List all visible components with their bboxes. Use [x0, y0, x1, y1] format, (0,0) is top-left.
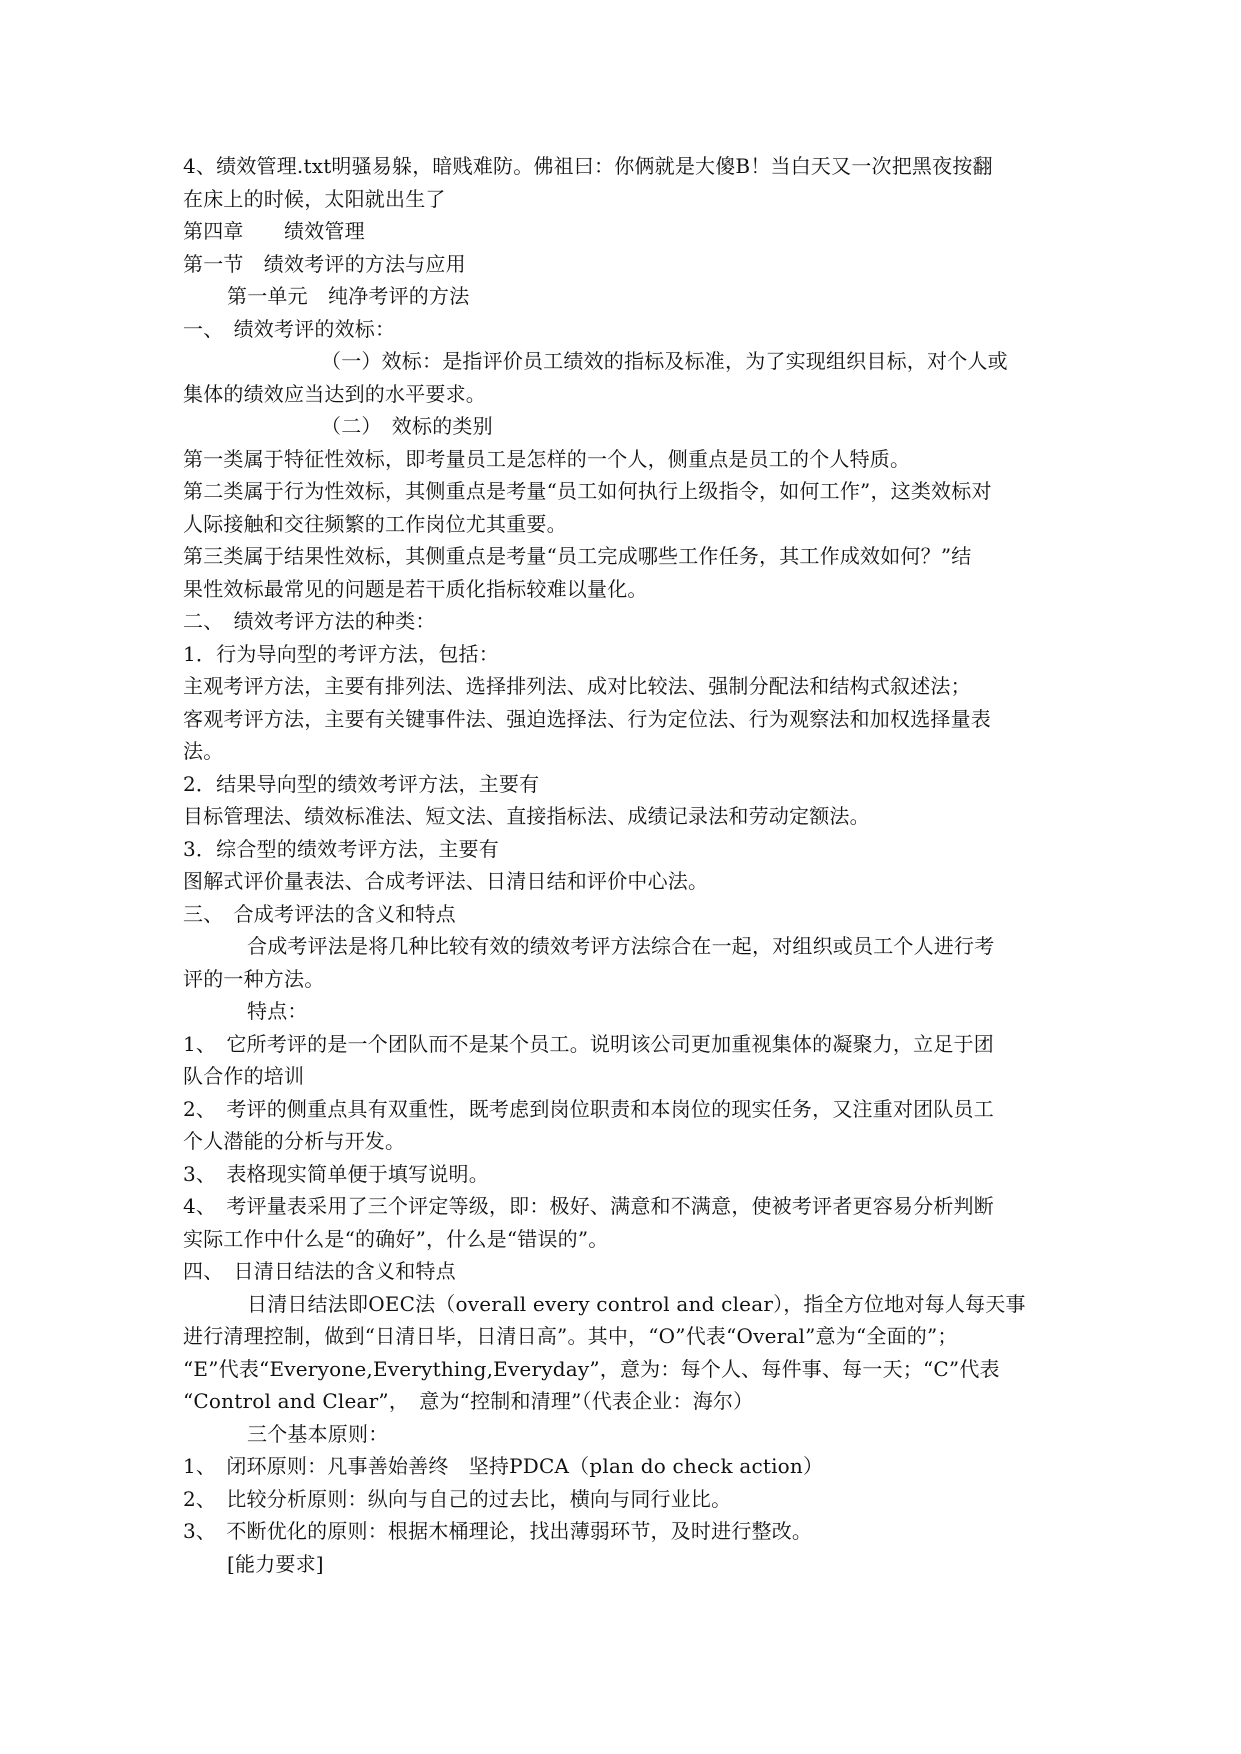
chapter-heading: 第四章 绩效管理	[183, 219, 365, 243]
text-line: 主观考评方法，主要有排列法、选择排列法、成对比较法、强制分配法和结构式叙述法；	[183, 674, 971, 698]
text-line: 3．综合型的绩效考评方法，主要有	[183, 836, 499, 861]
list-item: 4、 考评量表采用了三个评定等级，即：极好、满意和不满意，使被考评者更容易分析判断	[183, 1194, 994, 1218]
text-line: 集体的绩效应当达到的水平要求。	[183, 381, 486, 406]
text-line: （一）效标：是指评价员工绩效的指标及标准，为了实现组织目标，对个人或	[321, 349, 1008, 373]
text-line: 合成考评法是将几种比较有效的绩效考评方法综合在一起，对组织或员工个人进行考	[247, 934, 995, 958]
text-line: 第一类属于特征性效标，即考量员工是怎样的一个人，侧重点是员工的个人特质。	[183, 446, 911, 471]
text-line: 第三类属于结果性效标，其侧重点是考量“员工完成哪些工作任务，其工作成效如何？”结	[183, 544, 972, 568]
text-line: “E”代表“Everyone,Everything,Everyday”，意为：每个人、每件事、每一天；“C”代表	[183, 1356, 1000, 1381]
text-line: 第二类属于行为性效标，其侧重点是考量“员工如何执行上级指令，如何工作”，这类效标对	[183, 479, 992, 503]
text-line: 进行清理控制，做到“日清日毕，日清日高”。其中，“O”代表“Overal”意为“全面的”；	[183, 1324, 958, 1348]
text-line: [能力要求]	[227, 1551, 324, 1576]
text-line: 评的一种方法。	[183, 966, 325, 991]
text-line: 法。	[183, 739, 224, 763]
document-body	[183, 150, 1063, 1580]
text-line: 三个基本原则：	[247, 1421, 389, 1446]
subsection-heading: 一、 绩效考评的效标：	[183, 316, 396, 341]
subsection-heading: 二、 绩效考评方法的种类：	[183, 609, 436, 633]
section-heading: 第一节 绩效考评的方法与应用	[183, 251, 466, 276]
list-item: 2、 考评的侧重点具有双重性，既考虑到岗位职责和本岗位的现实任务，又注重对团队员工	[183, 1096, 994, 1121]
text-line: 2．结果导向型的绩效考评方法，主要有	[183, 771, 540, 796]
text-line: 果性效标最常见的问题是若干质化指标较难以量化。	[183, 576, 648, 601]
text-line: “Control and Clear”， 意为“控制和清理”（代表企业：海尔）	[183, 1389, 754, 1413]
text-line: 在床上的时候，太阳就出生了	[183, 186, 446, 211]
list-item: 3、 不断优化的原则：根据木桶理论，找出薄弱环节，及时进行整改。	[183, 1519, 813, 1543]
list-item: 1、 闭环原则：凡事善始善终 坚持PDCA（plan do check action）	[183, 1454, 824, 1478]
text-line: 日清日结法即OEC法（overall every control and clear），指全方位地对每人每天事	[247, 1291, 1026, 1316]
text-line: 实际工作中什么是“的确好”，什么是“错误的”。	[183, 1226, 609, 1251]
subsection-heading: 四、 日清日结法的含义和特点	[183, 1259, 456, 1283]
text-line: 1．行为导向型的考评方法，包括：	[183, 641, 499, 666]
subsection-heading: 三、 合成考评法的含义和特点	[183, 901, 456, 926]
text-line: （二） 效标的类别	[321, 414, 493, 438]
text-line: 个人潜能的分析与开发。	[183, 1129, 406, 1153]
text-line: 目标管理法、绩效标准法、短文法、直接指标法、成绩记录法和劳动定额法。	[183, 804, 870, 828]
list-item: 2、 比较分析原则：纵向与自己的过去比，横向与同行业比。	[183, 1486, 732, 1511]
list-item: 1、 它所考评的是一个团队而不是某个员工。说明该公司更加重视集体的凝聚力，立足于团	[183, 1031, 994, 1056]
text-line: 图解式评价量表法、合成考评法、日清日结和评价中心法。	[183, 869, 709, 893]
text-line: 4、绩效管理.txt明骚易躲，暗贱难防。佛祖曰：你俩就是大傻B！当白天又一次把黑夜按翻	[183, 154, 993, 178]
text-line: 队合作的培训	[183, 1064, 305, 1088]
list-item: 3、 表格现实简单便于填写说明。	[183, 1161, 489, 1186]
text-line: 人际接触和交往频繁的工作岗位尤其重要。	[183, 511, 567, 536]
text-line: 特点：	[247, 999, 308, 1023]
unit-heading: 第一单元 纯净考评的方法	[227, 284, 470, 308]
text-line: 客观考评方法，主要有关键事件法、强迫选择法、行为定位法、行为观察法和加权选择量表	[183, 706, 991, 731]
